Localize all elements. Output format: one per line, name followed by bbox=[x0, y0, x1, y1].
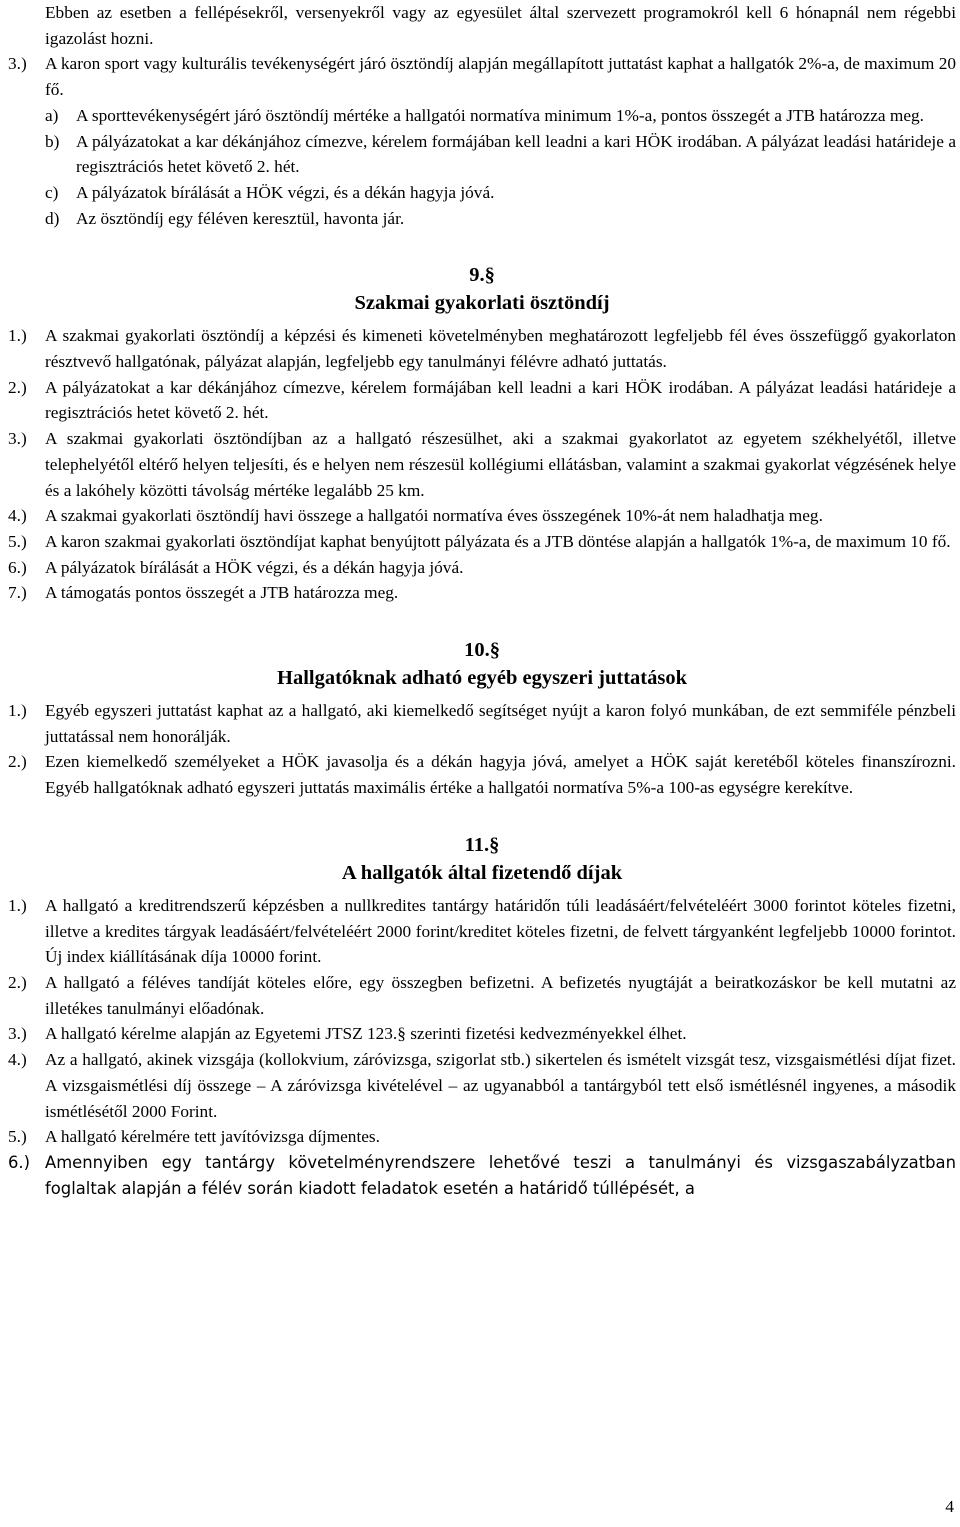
item-number: 2.) bbox=[8, 377, 27, 397]
section8-item-3 bbox=[8, 51, 956, 102]
section9-item-7 bbox=[8, 580, 956, 606]
subitem-mark: c) bbox=[45, 182, 59, 202]
item-text: A támogatás pontos összegét a JTB határozza meg. bbox=[45, 583, 399, 603]
item-text: Egyéb egyszeri juttatást kaphat az a hallgató, aki kiemelkedő segítséget nyújt a karon folyó munkában, de ezt semmiféle pénzbeli juttatással nem honorálják. bbox=[45, 701, 956, 746]
item-number: 3.) bbox=[8, 54, 27, 74]
subitem-mark: b) bbox=[45, 131, 60, 151]
page-number: 4 bbox=[945, 1497, 954, 1516]
section11-item-5 bbox=[8, 1124, 956, 1150]
item-text: A karon sport vagy kulturális tevékenységért járó ösztöndíj alapján megállapított juttatást kaphat a hallgatók 2%-a, de maximum 20 fő. bbox=[45, 54, 956, 100]
section11-title: A hallgatók által fizetendő díjak bbox=[341, 861, 623, 884]
subitem-c bbox=[8, 180, 956, 206]
section10-number: 10.§ bbox=[464, 639, 500, 662]
subitem-d bbox=[8, 206, 956, 232]
section9-item-6 bbox=[8, 555, 956, 581]
item-number: 5.) bbox=[8, 1127, 27, 1147]
item-number: 1.) bbox=[8, 895, 27, 915]
section9-item-4 bbox=[8, 503, 956, 529]
item-text: A pályázatok bírálását a HÖK végzi, és a dékán hagyja jóvá. bbox=[45, 557, 464, 577]
document-page bbox=[8, 0, 956, 1202]
subitem-text: A sporttevékenységért járó ösztöndíj mértéke a hallgatói normatíva minimum 1%-a, pontos összegét a JTB határozza meg. bbox=[76, 105, 924, 125]
continuation-paragraph: Ebben az esetben a fellépésekről, versenyekről vagy az egyesület által szervezett programokról kell 6 hónapnál nem régebbi igazolást hozni. bbox=[45, 3, 956, 48]
item-text: A hallgató kérelme alapján az Egyetemi JTSZ 123.§ szerinti fizetési kedvezményekkel élhet. bbox=[45, 1024, 687, 1044]
section9-title: Szakmai gyakorlati ösztöndíj bbox=[354, 292, 610, 315]
item-number: 2.) bbox=[8, 752, 27, 772]
item-text: A hallgató a kreditrendszerű képzésben a nullkredites tantárgy határidőn túli leadásáért/felvételéért 3000 forintot köteles fizetni, illetve a kredites tárgyak leadásáért/felvételéért 2000 forint/kreditet köteles fizetni, de felvett tárgyanként legfeljebb 10000 forintot. Új index kiállításának díja 10000 forint. bbox=[45, 895, 956, 967]
item-number: 4.) bbox=[8, 506, 27, 526]
section11-item-1 bbox=[8, 893, 956, 970]
section9-item-3 bbox=[8, 426, 956, 503]
item-text: A pályázatokat a kar dékánjához címezve, kérelem formájában kell leadni a kari HÖK irodában. A pályázat leadási határideje a regisztrációs hetet követő 2. hét. bbox=[45, 377, 956, 423]
subitem-text: Az ösztöndíj egy féléven keresztül, havonta jár. bbox=[76, 208, 405, 228]
subitem-b bbox=[8, 129, 956, 180]
section10-title: Hallgatóknak adható egyéb egyszeri juttatások bbox=[277, 667, 687, 690]
item-number: 6.) bbox=[8, 557, 27, 577]
item-text: A szakmai gyakorlati ösztöndíj havi összege a hallgatói normatíva éves összegének 10%-át nem haladhatja meg. bbox=[45, 506, 823, 526]
item-text: Amennyiben egy tantárgy követelményrendszere lehetővé teszi a tanulmányi és vizsgaszabályzatban foglaltak alapján a félév során kiadott feladatok esetén a határidő túllépését, a bbox=[45, 1152, 956, 1198]
section11-item-6 bbox=[8, 1150, 956, 1202]
item-text: A szakmai gyakorlati ösztöndíjban az a hallgató részesülhet, aki a szakmai gyakorlatot az egyetem székhelyétől, illetve telephelyétől eltérő helyen teljesíti, és e helyen nem részesül kollégiumi ellátásban, valamint a szakmai gyakorlat végzésének helye és a lakóhely közötti távolság mértéke legalább 25 km. bbox=[45, 429, 956, 500]
item-number: 3.) bbox=[8, 1024, 27, 1044]
subitem-mark: d) bbox=[45, 208, 60, 228]
item-text: Az a hallgató, akinek vizsgája (kollokvium, záróvizsga, szigorlat stb.) sikertelen és ismételt vizsgát tesz, vizsgaismétlési díjat fizet. A vizsgaismétlési díj összege – A záróvizsga kivételével – az ugyanabból a tantárgyból tett első ismétlésnél ingyenes, a második ismétlésétől 2000 Forint. bbox=[45, 1050, 956, 1121]
item-text: A karon szakmai gyakorlati ösztöndíjat kaphat benyújtott pályázata és a JTB döntése alapján a hallgatók 1%-a, de maximum 10 fő. bbox=[45, 531, 951, 551]
item-number: 2.) bbox=[8, 972, 27, 992]
subitem-mark: a) bbox=[45, 105, 59, 125]
section9-number: 9.§ bbox=[469, 264, 495, 287]
section10-item-1 bbox=[8, 698, 956, 749]
section10-item-2 bbox=[8, 749, 956, 800]
section9-item-2 bbox=[8, 375, 956, 426]
item-text: A hallgató kérelmére tett javítóvizsga díjmentes. bbox=[45, 1127, 380, 1147]
item-number: 1.) bbox=[8, 701, 27, 721]
item-text: A szakmai gyakorlati ösztöndíj a képzési és kimeneti követelményben meghatározott legfeljebb fél éves összefüggő gyakorlaton résztvevő hallgatónak, pályázat alapján, legfeljebb egy tanulmányi félévre adható juttatás. bbox=[45, 326, 956, 372]
subitem-text: A pályázatok bírálását a HÖK végzi, és a dékán hagyja jóvá. bbox=[76, 182, 495, 202]
item-number: 3.) bbox=[8, 429, 27, 449]
item-number: 4.) bbox=[8, 1050, 27, 1070]
item-number: 1.) bbox=[8, 326, 27, 346]
subitem-a bbox=[8, 103, 956, 129]
section11-number: 11.§ bbox=[464, 833, 500, 856]
subitem-text: A pályázatokat a kar dékánjához címezve, kérelem formájában kell leadni a kari HÖK irodában. A pályázat leadási határideje a regisztrációs hetet követő 2. hét. bbox=[76, 131, 956, 177]
item-text: Ezen kiemelkedő személyeket a HÖK javasolja és a dékán hagyja jóvá, amelyet a HÖK saját keretéből köteles finanszírozni. Egyéb hallgatóknak adható egyszeri juttatás maximális értéke a hallgatói normatíva 5%-a 100-as egységre kerekítve. bbox=[45, 752, 956, 798]
section9-item-1 bbox=[8, 323, 956, 374]
item-text: A hallgató a féléves tandíját köteles előre, egy összegben befizetni. A befizetés nyugtáját a beiratkozáskor be kell mutatni az illetékes tanulmányi előadónak. bbox=[45, 972, 956, 1018]
section11-item-2 bbox=[8, 970, 956, 1021]
item-number: 7.) bbox=[8, 583, 27, 603]
section11-item-4 bbox=[8, 1047, 956, 1124]
item-number: 5.) bbox=[8, 531, 27, 551]
section11-item-3 bbox=[8, 1021, 956, 1047]
item-number: 6.) bbox=[8, 1152, 31, 1172]
section9-item-5 bbox=[8, 529, 956, 555]
